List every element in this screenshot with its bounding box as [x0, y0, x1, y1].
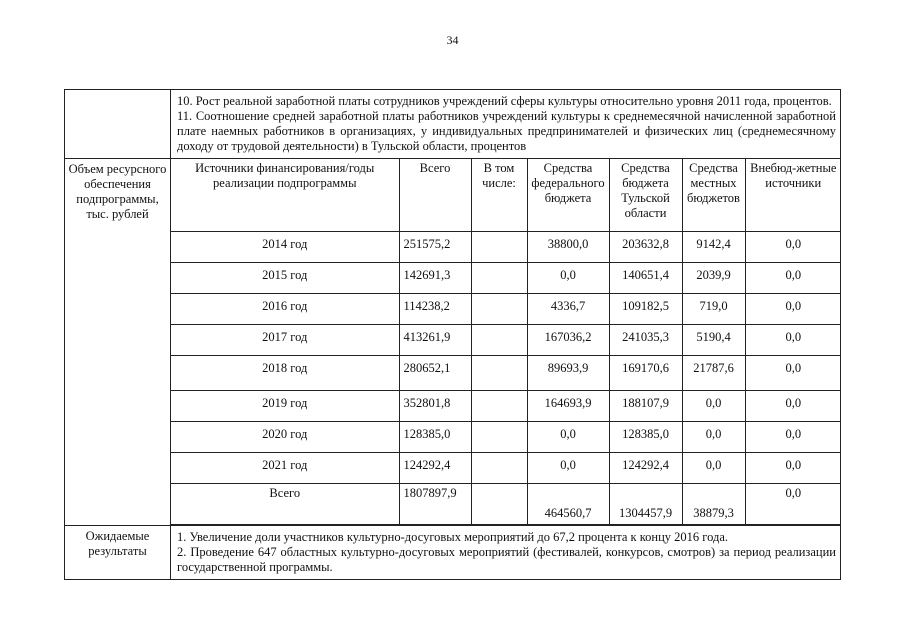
year-cell: 2019 год: [171, 390, 399, 421]
header-local: Средства местных бюджетов: [682, 159, 745, 231]
including-cell: [471, 231, 527, 262]
federal-cell: 0,0: [527, 421, 609, 452]
regional-total-cell: 1304457,9: [609, 483, 682, 524]
results-text: [171, 526, 840, 579]
header-extra: Внебюд-жетные источники: [745, 159, 841, 231]
header-including: В том числе:: [471, 159, 527, 231]
including-cell: [471, 421, 527, 452]
year-cell: 2021 год: [171, 452, 399, 483]
federal-cell: 4336,7: [527, 293, 609, 324]
including-cell: [471, 452, 527, 483]
local-cell: 0,0: [682, 421, 745, 452]
table-row: [171, 231, 841, 262]
federal-cell: 167036,2: [527, 324, 609, 355]
federal-cell: 38800,0: [527, 231, 609, 262]
local-total-cell: 38879,3: [682, 483, 745, 524]
total-cell: 352801,8: [399, 390, 471, 421]
table-row: [171, 452, 841, 483]
including-cell: [471, 262, 527, 293]
total-cell: 413261,9: [399, 324, 471, 355]
table-row: [171, 293, 841, 324]
resources-label: Объем ресурсного обеспечения подпрограммы, тыс. рублей: [65, 159, 171, 526]
header-sources: Источники финансирования/годы реализации подпрограммы: [171, 159, 399, 231]
including-cell: [471, 293, 527, 324]
including-cell: [471, 355, 527, 390]
regional-cell: 140651,4: [609, 262, 682, 293]
total-cell: 114238,2: [399, 293, 471, 324]
table-row: [171, 262, 841, 293]
extra-cell: 0,0: [745, 324, 841, 355]
extra-cell: 0,0: [745, 262, 841, 293]
federal-cell: 0,0: [527, 262, 609, 293]
including-cell: [471, 324, 527, 355]
federal-cell: 0,0: [527, 452, 609, 483]
table-row: [171, 421, 841, 452]
local-cell: 21787,6: [682, 355, 745, 390]
total-cell: 251575,2: [399, 231, 471, 262]
local-cell: 2039,9: [682, 262, 745, 293]
header-federal: Средства федерального бюджета: [527, 159, 609, 231]
year-cell: 2020 год: [171, 421, 399, 452]
federal-cell: 89693,9: [527, 355, 609, 390]
extra-total-cell: 0,0: [745, 483, 841, 524]
year-cell: 2014 год: [171, 231, 399, 262]
including-cell: [471, 390, 527, 421]
local-cell: 5190,4: [682, 324, 745, 355]
total-cell: 124292,4: [399, 452, 471, 483]
financing-header-row: [171, 159, 841, 231]
year-cell: 2018 год: [171, 355, 399, 390]
federal-cell: 164693,9: [527, 390, 609, 421]
federal-total-cell: 464560,7: [527, 483, 609, 524]
year-cell: 2015 год: [171, 262, 399, 293]
extra-cell: 0,0: [745, 390, 841, 421]
table-row: [171, 355, 841, 390]
header-total: Всего: [399, 159, 471, 231]
extra-cell: 0,0: [745, 355, 841, 390]
year-cell: 2017 год: [171, 324, 399, 355]
extra-cell: 0,0: [745, 231, 841, 262]
results-label: Ожидаемые результаты: [65, 525, 171, 579]
local-cell: 719,0: [682, 293, 745, 324]
result-item-2: 2. Проведение 647 областных культурно-досуговых мероприятий (фестивалей, конкурсов, смотров) за период реализации государственной программы.: [177, 544, 836, 574]
indicator-11: 11. Соотношение средней заработной платы работников учреждений культуры к среднемесячной начисленной заработной плате наемных работников в организациях, у индивидуальных предпринимателей и физических лиц (среднемесячному доходу от трудовой деятельности) в Тульской области, процентов: [177, 109, 836, 153]
program-table: [64, 89, 841, 580]
regional-cell: 109182,5: [609, 293, 682, 324]
table-row: [171, 390, 841, 421]
regional-cell: 203632,8: [609, 231, 682, 262]
header-regional: Средства бюджета Тульской области: [609, 159, 682, 231]
year-cell: 2016 год: [171, 293, 399, 324]
indicators-row: [65, 90, 841, 159]
total-row: [171, 483, 841, 524]
total-label: Всего: [171, 483, 399, 524]
grand-total-cell: 1807897,9: [399, 483, 471, 524]
result-item-1: 1. Увеличение доли участников культурно-досуговых мероприятий до 67,2 процента к концу 2016 года.: [177, 529, 729, 544]
including-cell: [471, 483, 527, 524]
local-cell: 0,0: [682, 452, 745, 483]
regional-cell: 124292,4: [609, 452, 682, 483]
resources-row: [65, 159, 841, 526]
regional-cell: 188107,9: [609, 390, 682, 421]
extra-cell: 0,0: [745, 452, 841, 483]
extra-cell: 0,0: [745, 293, 841, 324]
financing-table: [171, 159, 841, 525]
total-cell: 128385,0: [399, 421, 471, 452]
indicator-10: 10. Рост реальной заработной платы сотрудников учреждений сферы культуры относительно уровня 2011 года, процентов.: [177, 94, 832, 108]
total-cell: 280652,1: [399, 355, 471, 390]
regional-cell: 241035,3: [609, 324, 682, 355]
results-row: [65, 525, 841, 579]
indicators-text: [171, 90, 840, 158]
total-cell: 142691,3: [399, 262, 471, 293]
table-row: [171, 324, 841, 355]
indicators-label-cell: [65, 90, 171, 159]
page-number: 34: [446, 33, 459, 47]
local-cell: 0,0: [682, 390, 745, 421]
regional-cell: 128385,0: [609, 421, 682, 452]
local-cell: 9142,4: [682, 231, 745, 262]
regional-cell: 169170,6: [609, 355, 682, 390]
extra-cell: 0,0: [745, 421, 841, 452]
